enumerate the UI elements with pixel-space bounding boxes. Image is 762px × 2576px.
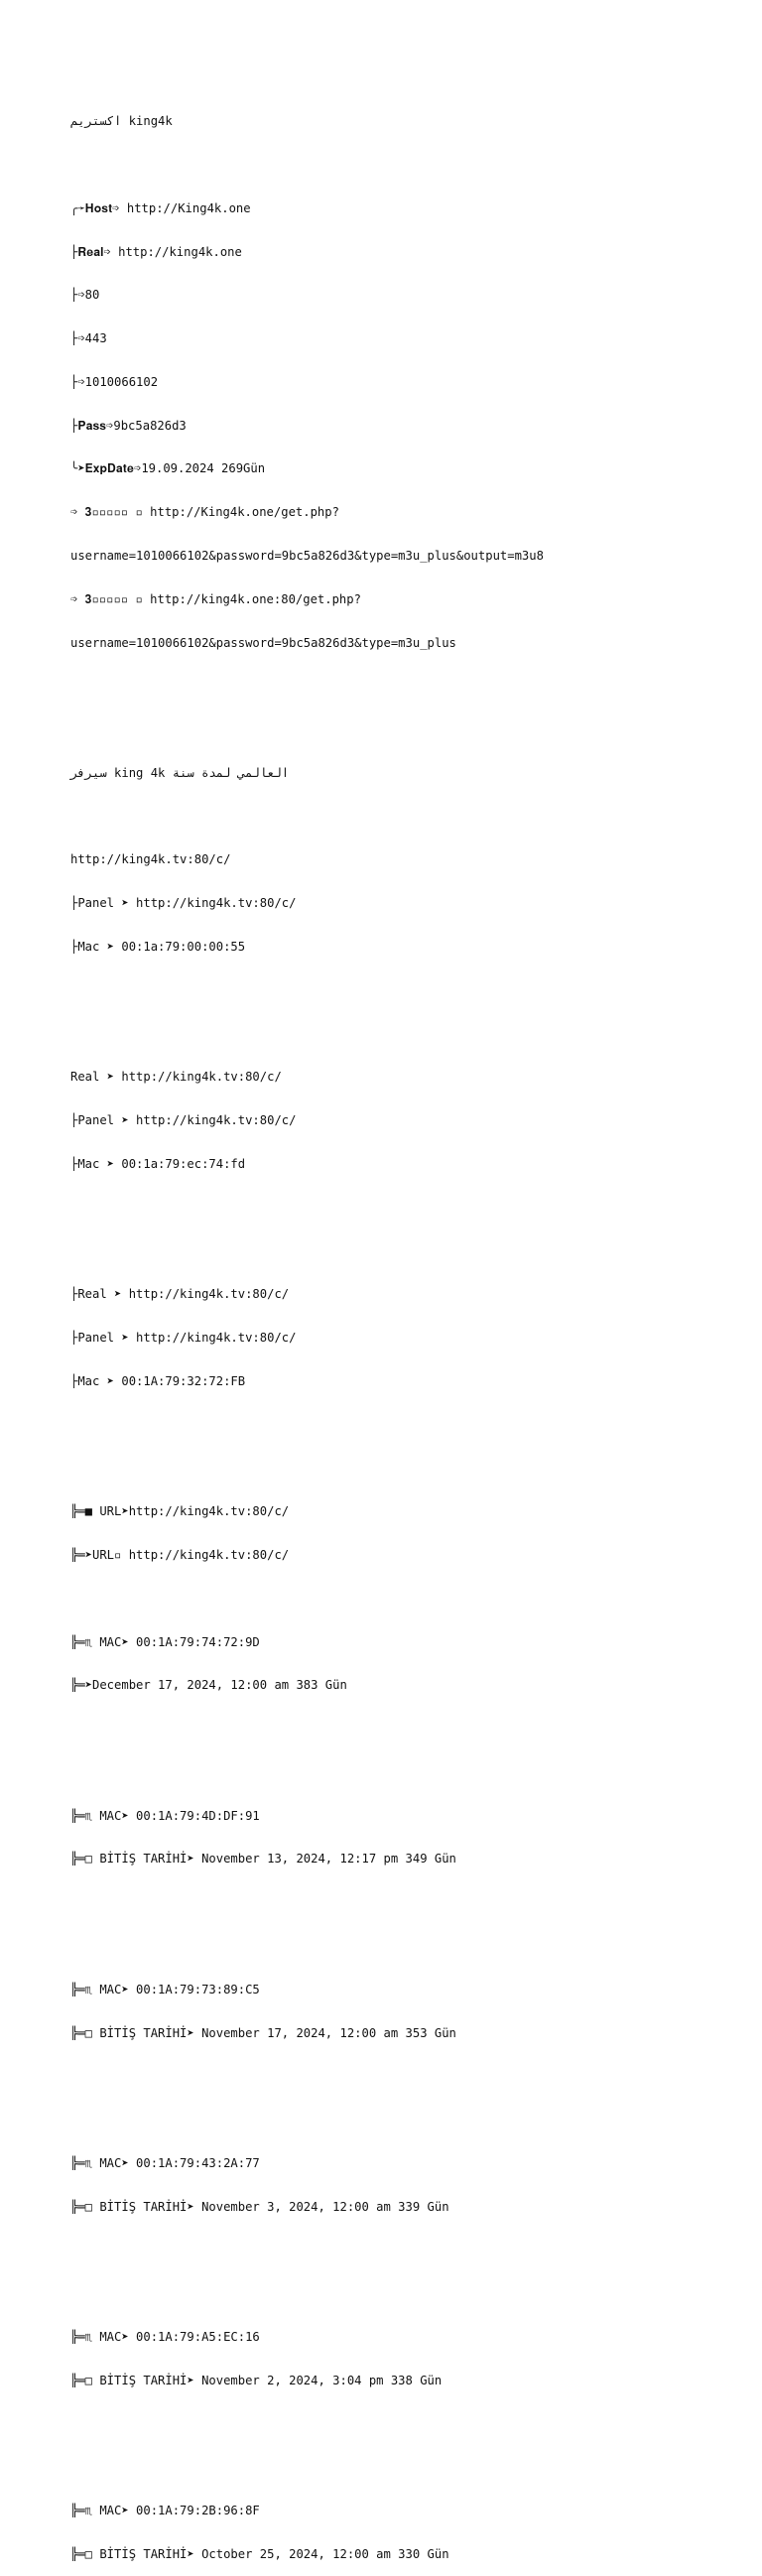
text-line [70, 983, 755, 998]
panel-line: ├Panel ➤ http://king4k.tv:80/c/ [70, 1113, 297, 1128]
text-line [70, 2113, 755, 2127]
text-line [70, 1027, 755, 1042]
text-line [70, 1592, 755, 1607]
mac-line: ├Mac ➤ 00:1A:79:32:72:FB [70, 1373, 246, 1388]
pass-line: ├𝐏𝐚𝐬𝐬➩9bc5a826d3 [70, 418, 187, 433]
text-line [70, 1765, 755, 1780]
m3u-link-1b: username=1010066102&password=9bc5a826d3&type=m3u_plus&output=m3u8 [70, 549, 544, 563]
text-line [70, 2417, 755, 2432]
expiry-line: ╠═□ BİTİŞ TARİHİ➤ November 2, 2024, 3:04 pm 338 Gün [70, 2373, 443, 2387]
mac-line: ╠═♏ MAC➤ 00:1A:79:74:72:9D [70, 1634, 260, 1649]
text-line [70, 722, 755, 737]
user-line: ├➩1010066102 [70, 374, 159, 389]
document-body [70, 85, 755, 2576]
expdate-line: ╰➤𝐄𝐱𝐩𝐃𝐚𝐭𝐞➩19.09.2024 269Gün [70, 461, 266, 476]
heading-king4k-server: سيرفر king 4k العالمي لمدة سنة [70, 765, 290, 780]
expiry-line: ╠═➤December 17, 2024, 12:00 am 383 Gün [70, 1678, 347, 1693]
port-80-line: ├➩80 [70, 288, 100, 303]
portal-url-line: http://king4k.tv:80/c/ [70, 852, 231, 867]
m3u-link-2b: username=1010066102&password=9bc5a826d3&type=m3u_plus [70, 635, 456, 650]
text-line [70, 2460, 755, 2475]
url-line: ╠═■ URL➤http://king4k.tv:80/c/ [70, 1504, 290, 1519]
heading-king4k-xtream: اكستريم king4k [70, 114, 173, 129]
m3u-link-1a: ➩ 𝟑▫▫▫▫▫ ▫ http://King4k.one/get.php? [70, 505, 339, 520]
host-line: ╭➛𝐇𝐨𝐬𝐭➩ http://King4k.one [70, 200, 251, 215]
panel-line: ├Panel ➤ http://king4k.tv:80/c/ [70, 896, 297, 911]
text-line [70, 158, 755, 173]
mac-line: ╠═♏ MAC➤ 00:1A:79:A5:EC:16 [70, 2330, 260, 2345]
real-line: ├𝐑𝐞𝐚𝐥➩ http://king4k.one [70, 244, 242, 259]
text-line [70, 679, 755, 694]
port-443-line: ├➩443 [70, 331, 107, 346]
text-line [70, 2069, 755, 2084]
text-line [70, 1244, 755, 1259]
real-line: ├Real ➤ http://king4k.tv:80/c/ [70, 1287, 290, 1302]
mac-line: ├Mac ➤ 00:1a:79:00:00:55 [70, 940, 246, 955]
text-line [70, 2286, 755, 2301]
mac-line: ╠═♏ MAC➤ 00:1A:79:4D:DF:91 [70, 1808, 260, 1823]
text-line [70, 1461, 755, 1476]
m3u-link-2a: ➩ 𝟑▫▫▫▫▫ ▫ http://king4k.one:80/get.php? [70, 591, 361, 606]
text-line [70, 1201, 755, 1216]
panel-line: ├Panel ➤ http://king4k.tv:80/c/ [70, 1331, 297, 1346]
mac-line: ╠═♏ MAC➤ 00:1A:79:73:89:C5 [70, 1982, 260, 1996]
expiry-line: ╠═□ BİTİŞ TARİHİ➤ November 3, 2024, 12:00 am 339 Gün [70, 2199, 449, 2214]
url-line: ╠═➤URL▫ http://king4k.tv:80/c/ [70, 1547, 290, 1562]
text-line [70, 1895, 755, 1910]
text-line [70, 1939, 755, 1954]
text-line [70, 2243, 755, 2257]
expiry-line: ╠═□ BİTİŞ TARİHİ➤ November 17, 2024, 12:00 am 353 Gün [70, 2025, 456, 2040]
mac-line: ├Mac ➤ 00:1a:79:ec:74:fd [70, 1156, 246, 1171]
mac-line: ╠═♏ MAC➤ 00:1A:79:2B:96:8F [70, 2504, 260, 2518]
real-line: Real ➤ http://king4k.tv:80/c/ [70, 1070, 282, 1085]
text-line [70, 810, 755, 825]
mac-line: ╠═♏ MAC➤ 00:1A:79:43:2A:77 [70, 2155, 260, 2170]
expiry-line: ╠═□ BİTİŞ TARİHİ➤ October 25, 2024, 12:00 am 330 Gün [70, 2546, 449, 2561]
expiry-line: ╠═□ BİTİŞ TARİHİ➤ November 13, 2024, 12:17 pm 349 Gün [70, 1852, 456, 1867]
text-line [70, 1418, 755, 1433]
text-line [70, 1722, 755, 1737]
